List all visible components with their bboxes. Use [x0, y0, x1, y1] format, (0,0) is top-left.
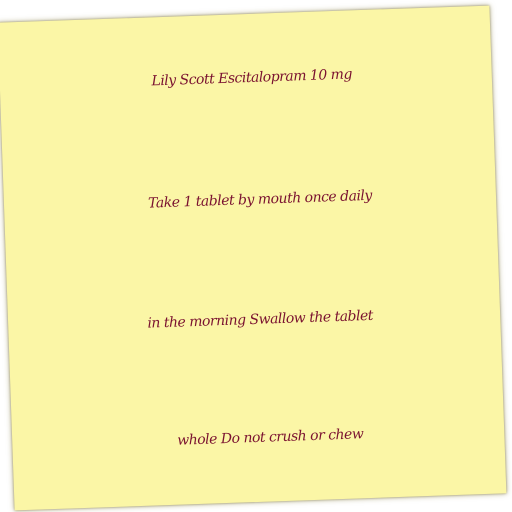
note-line-2: Take 1 tablet by mouth once daily: [147, 187, 373, 212]
note-line-1: Lily Scott Escitalopram 10 mg: [151, 66, 353, 90]
note-line-3: in the morning Swallow the tablet: [147, 307, 374, 332]
note-line-4: whole Do not crush or chew: [176, 426, 364, 449]
sticky-note: [0, 6, 506, 511]
